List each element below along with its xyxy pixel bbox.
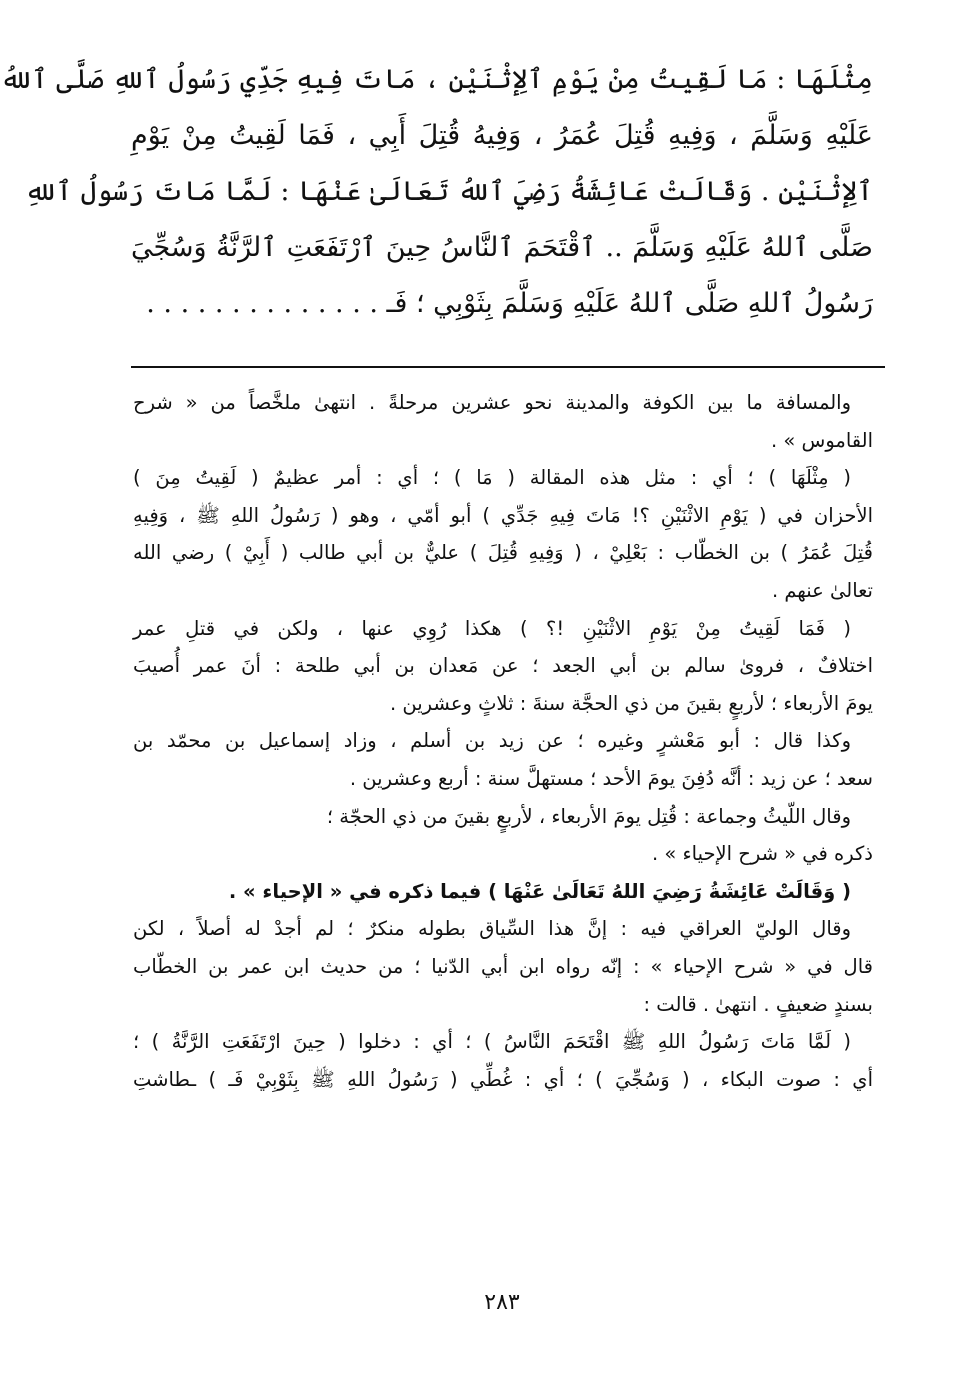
footnote-line: قُتِلَ عُمَرُ ) بن الخطّاب : بَعْلِيْ ، ( وَفِيهِ قُتِلَ ) عليٌّ بن أبي طالب ( أَبِيْ ) رضي الله [133, 541, 873, 565]
footnote-paragraph [133, 610, 873, 723]
footnote-line: تعالىٰ عنهم . [771, 578, 873, 602]
footnote-line: بسندٍ ضعيفٍ . انتهىٰ . قالت : [643, 992, 873, 1016]
footnote-line: ( مِثْلَهَا ) ؛ أي : مثل هذه المقالة ( مَا ) ؛ أي : أمر عظيمٌ ( لَقِيتُ مِنَ ) [133, 466, 851, 490]
footnote-line: سعد ؛ عن زيد : أنَّه دُفِنَ يومَ الأحد ؛ مستهلَّ سنة : أربع وعشرين . [349, 766, 873, 790]
footnote-line: أي : صوت البكاء ، ( وَسُجِّيَ ) ؛ أي : غُطِّي ( رَسُولُ اللهِ ﷺ بِثَوْبِيْ فَـ ) ـطاشتِ [133, 1067, 873, 1091]
main-text-line: ٱلِإثْنَيْنِ . وَقَالَتْ عَائِشَةُ رَضِيَ ٱللهُ تَعَالَىٰ عَنْهَا : لَمَّا مَاتَ رَسُولُ ٱللهِ [24, 176, 873, 207]
footnote-line: وكذا قال : أبو مَعْشرٍ وغيره ؛ عن زيد بن أسلم ، وزاد إسماعيل بن محمّد بن [133, 729, 851, 753]
footnote-line: اختلافٌ ، فروىٰ سالم بن أبي الجعد ؛ عن مَعدان بن أبي طلحة : أنَ عمر أُصيبَ [133, 654, 873, 678]
page-number: ٢٨٣ [484, 1290, 520, 1315]
footnote-paragraph [133, 459, 873, 609]
footnote-paragraph [133, 873, 873, 911]
main-text-line: رَسُولُ ٱللهِ صَلَّى ٱللهُ عَلَيْهِ وَسَلَّمَ بِثَوْبِي ؛ فَـ . . . . . . . . . . . . . . [146, 288, 873, 319]
footnote-line: الأحزان في ( يَوْمِ الاثْنَيْنِ ؟! مَاتَ فِيهِ جَدِّي ) أبو أمّي ، وهو ( رَسُولُ اللهِ ﷺ ، وَفِيهِ [133, 503, 873, 527]
footnote-line: ( لَمَّا مَاتَ رَسُولُ اللهِ ﷺ اقْتَحَمَ النَّاسُ ) ؛ أي : دخلوا ( حِينَ ارْتَفَعَتِ الرَّنَّةُ ) ؛ [133, 1030, 851, 1054]
main-text-line: مِثْلَهَا : مَا لَقِيتُ مِنْ يَوْمِ ٱلِإثْنَيْنِ ، مَاتَ فِيهِ جَدِّي رَسُولُ ٱللهِ صَلَّى ٱللهُ [0, 64, 873, 95]
footnote-line: يومَ الأربعاء ؛ لأربعٍ بقينَ من ذي الحجَّة سنةَ : ثلاثٍ وعشرين . [390, 691, 873, 715]
footnote-line: والمسافة ما بين الكوفة والمدينة نحو عشرين مرحلةً . انتهىٰ ملخَّصاً من « شرح [133, 391, 851, 414]
footnote-line: ( فَمَا لَقِيتُ مِنْ يَوْمِ الاثْنَيْنِ !؟ ) هكذا رُوِي عنها ، ولكن في قتلِ عمر [133, 616, 851, 640]
main-text-line: صَلَّى ٱللهُ عَلَيْهِ وَسَلَّمَ .. ٱقْتَحَمَ ٱلنَّاسُ حِينَ ٱرْتَفَعَتِ ٱلرَّنَّةُ وَسُجِّيَ [131, 232, 873, 263]
footnote-paragraph [133, 798, 873, 873]
main-text [0, 52, 873, 332]
footnote-line: قال في « شرح الإحياء » : إنّه رواه ابن أبي الدّنيا ؛ من حديث ابن عمر بن الخطّاب [133, 954, 873, 978]
footnote-paragraph [133, 384, 873, 459]
footnote-paragraph [133, 722, 873, 797]
main-text-line: عَلَيْهِ وَسَلَّمَ ، وَفِيهِ قُتِلَ عُمَرُ ، وَفِيهُ قُتِلَ أَبِي ، فَمَا لَقِيتُ مِنْ يَوْمِ [131, 120, 873, 151]
footnote-line: ( وَقَالَتْ عَائِشَةُ رَضِيَ اللهُ تَعَالَىٰ عَنْهَا ) فيما ذكره في « الإحياء » . [228, 879, 851, 903]
footnote-paragraph [133, 910, 873, 1023]
footnote-paragraph [133, 1023, 873, 1098]
footnote-line: وقال اللّيثُ وجماعة : قُتِل يومَ الأربعاء ، لأربعٍ بقينَ من ذي الحجّة ؛ [326, 804, 851, 828]
footnotes [133, 384, 873, 1098]
footnote-line: ذكره في « شرح الإحياء » . [651, 842, 873, 866]
footnote-divider [131, 366, 885, 368]
footnote-line: القاموس » . [770, 428, 873, 452]
footnote-line: وقال الوليّ العراقي فيه : إنَّ هذا السِّياق بطوله منكرٌ ؛ لم أجدْ له أصلاً ، لكن [133, 917, 851, 941]
